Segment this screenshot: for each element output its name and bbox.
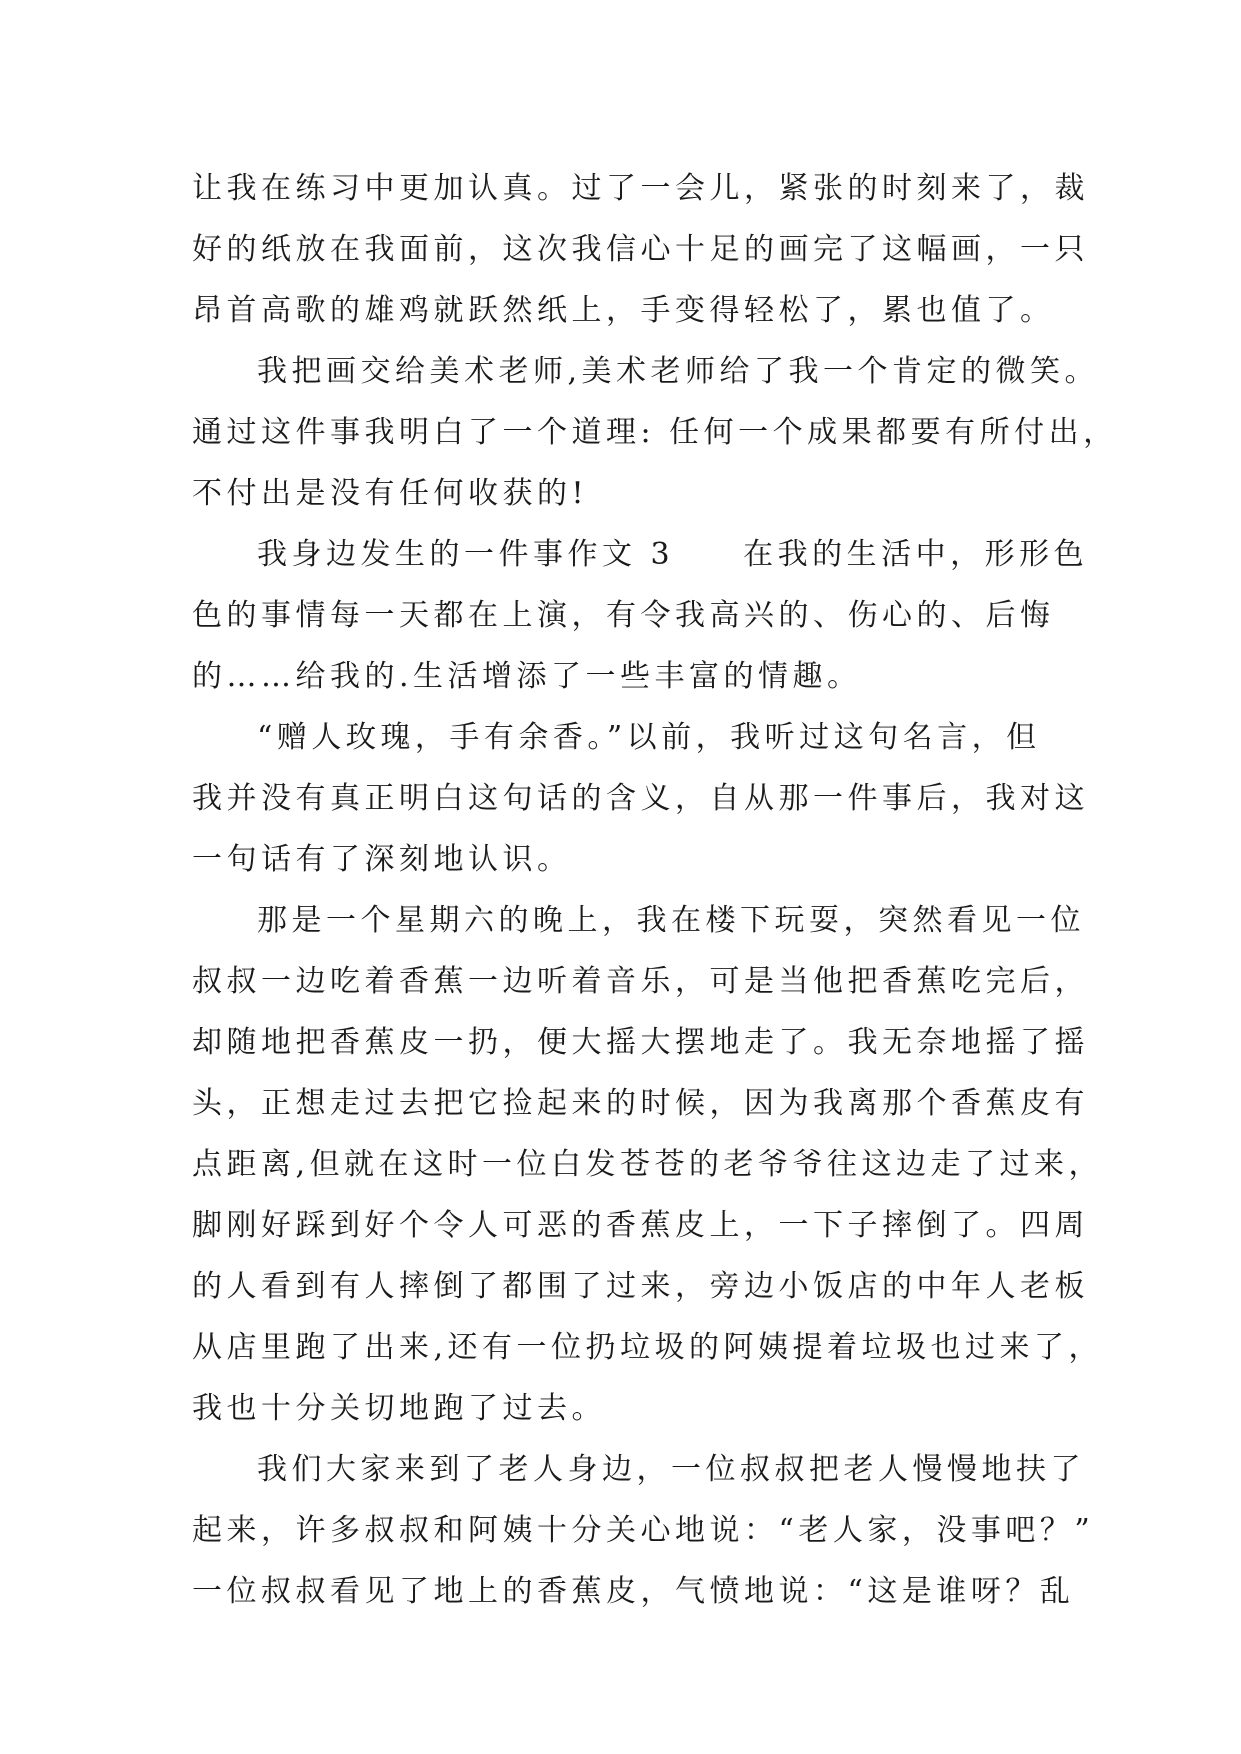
text-line: 头，正想走过去把它捡起来的时候，因为我离那个香蕉皮有 — [192, 1086, 1089, 1121]
text-line: 点距离,但就在这时一位白发苍苍的老爷爷往这边走了过来， — [192, 1147, 1104, 1182]
text-line: 好的纸放在我面前，这次我信心十足的画完了这幅画，一只 — [192, 232, 1089, 267]
text-line: 从店里跑了出来,还有一位扔垃圾的阿姨提着垃圾也过来了， — [192, 1330, 1104, 1365]
text-line: 起来，许多叔叔和阿姨十分关心地说：“老人家，没事吧？” — [192, 1513, 1095, 1548]
text-line: 的人看到有人摔倒了都围了过来，旁边小饭店的中年人老板 — [192, 1269, 1089, 1304]
text-line: 色的事情每一天都在上演，有令我高兴的、伤心的、后悔 — [192, 598, 1055, 633]
text-line: 昂首高歌的雄鸡就跃然纸上，手变得轻松了，累也值了。 — [192, 293, 1055, 328]
text-line: 我并没有真正明白这句话的含义，自从那一件事后，我对这 — [192, 781, 1089, 816]
paragraph-first-line: 那是一个星期六的晚上，我在楼下玩耍，突然看见一位 — [257, 903, 1085, 938]
text-line: 脚刚好踩到好个令人可恶的香蕉皮上，一下子摔倒了。四周 — [192, 1208, 1089, 1243]
text-line: 的……给我的.生活增添了一些丰富的情趣。 — [192, 659, 862, 694]
paragraph-first-line: 我们大家来到了老人身边，一位叔叔把老人慢慢地扶了 — [257, 1452, 1085, 1487]
text-line: 不付出是没有任何收获的! — [192, 476, 589, 511]
text-line: 一句话有了深刻地认识。 — [192, 842, 572, 877]
text-line: 叔叔一边吃着香蕉一边听着音乐，可是当他把香蕉吃完后， — [192, 964, 1089, 999]
text-line: 一位叔叔看见了地上的香蕉皮，气愤地说：“这是谁呀？乱 — [192, 1574, 1075, 1609]
text-line: 让我在练习中更加认真。过了一会儿，紧张的时刻来了，裁 — [192, 171, 1089, 206]
paragraph-first-line: 我把画交给美术老师,美术老师给了我一个肯定的微笑。 — [257, 354, 1100, 389]
text-line: 却随地把香蕉皮一扔，便大摇大摆地走了。我无奈地摇了摇 — [192, 1025, 1089, 1060]
paragraph-first-line: “赠人玫瑰，手有余香。”以前，我听过这句名言，但 — [257, 720, 1041, 755]
text-line: 我也十分关切地跑了过去。 — [192, 1391, 606, 1426]
paragraph-first-line: 我身边发生的一件事作文 3 在我的生活中，形形色 — [257, 537, 1089, 572]
document-body — [192, 158, 1118, 1622]
text-line: 通过这件事我明白了一个道理: 任何一个成果都要有所付出， — [192, 415, 1118, 450]
